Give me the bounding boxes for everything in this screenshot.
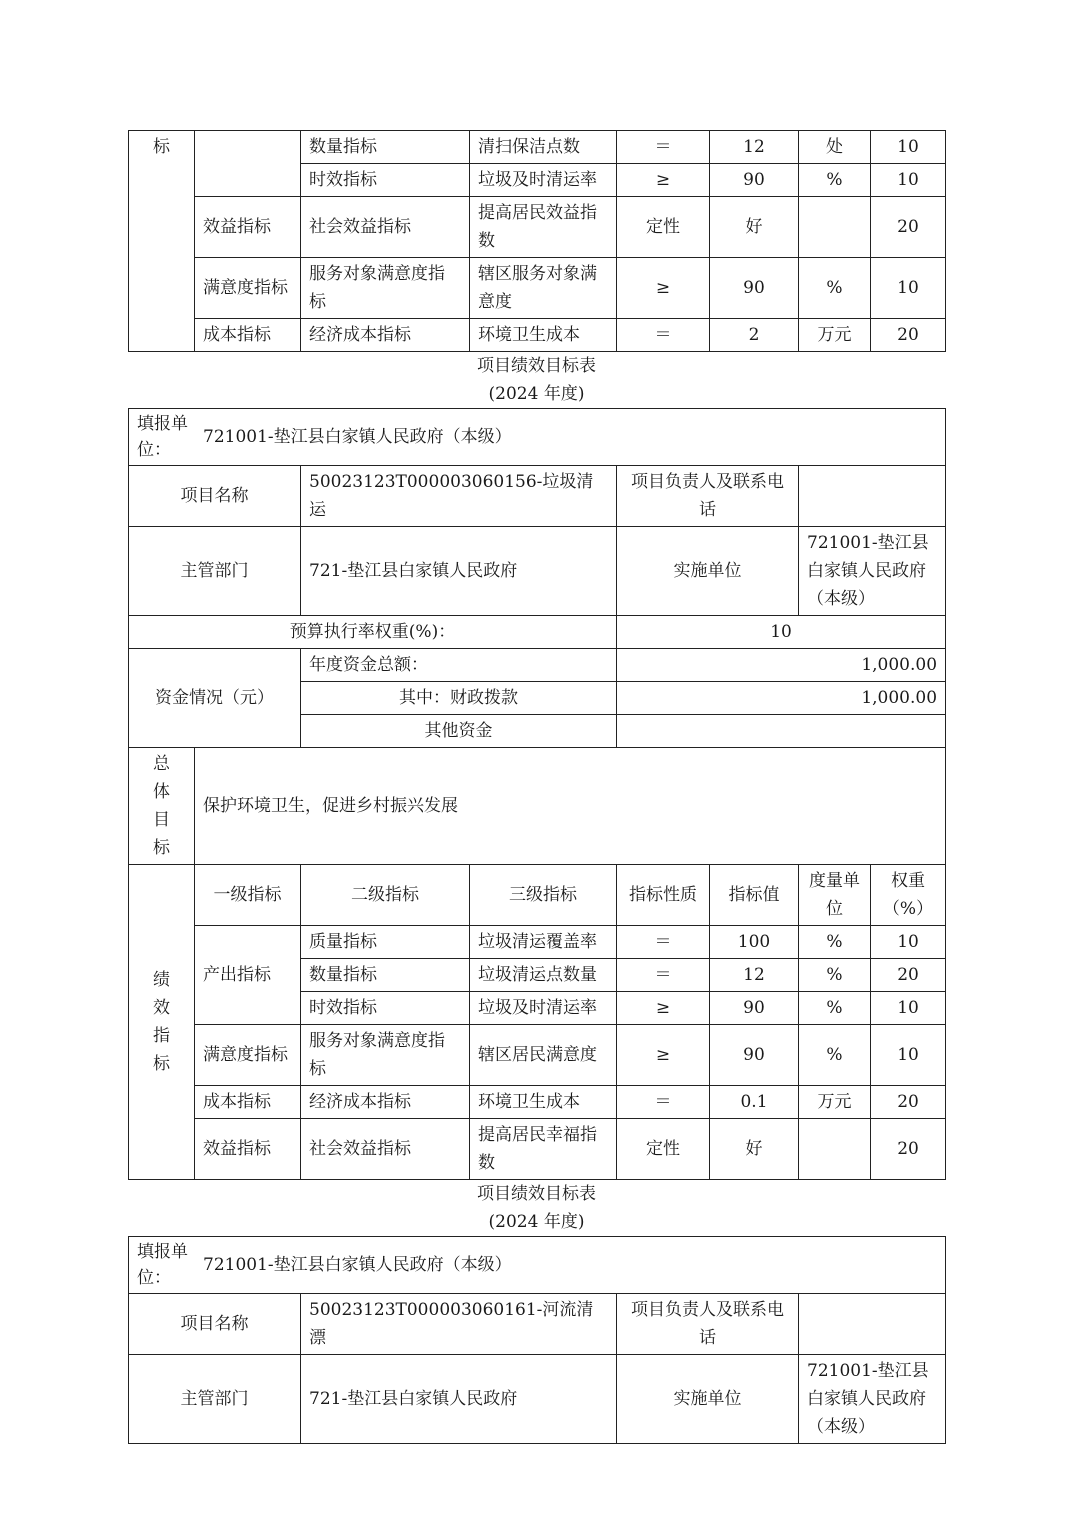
unit-cell: 万元 bbox=[799, 1086, 871, 1119]
table-year: (2024 年度) bbox=[488, 1212, 585, 1232]
nature-cell: ≥ bbox=[617, 992, 710, 1025]
first-level-cell: 成本指标 bbox=[195, 319, 301, 352]
project-name-value: 50023123T000003060156-垃圾清运 bbox=[301, 466, 617, 527]
project-performance-table-garbage bbox=[128, 408, 946, 1180]
nature-cell: ≥ bbox=[617, 1025, 710, 1086]
table-year: (2024 年度) bbox=[488, 384, 585, 404]
unit-cell: % bbox=[799, 258, 871, 319]
third-level-cell: 垃圾及时清运率 bbox=[470, 992, 617, 1025]
unit-cell: % bbox=[799, 992, 871, 1025]
reporting-unit-value: 721001-垫江县白家镇人民政府（本级） bbox=[203, 1255, 512, 1275]
third-level-cell: 辖区居民满意度 bbox=[470, 1025, 617, 1086]
second-level-cell: 经济成本指标 bbox=[301, 319, 470, 352]
header-second-level: 二级指标 bbox=[301, 865, 470, 926]
overall-goal-label: 总 体 目 标 bbox=[129, 748, 195, 865]
weight-cell: 20 bbox=[871, 319, 946, 352]
header-unit: 度量单位 bbox=[799, 865, 871, 926]
unit-cell bbox=[799, 1119, 871, 1180]
second-level-cell: 数量指标 bbox=[301, 131, 470, 164]
reporting-unit-row bbox=[129, 1237, 946, 1294]
value-cell: 90 bbox=[710, 992, 799, 1025]
dept-value: 721-垫江县白家镇人民政府 bbox=[301, 527, 617, 616]
nature-cell: ＝ bbox=[617, 131, 710, 164]
nature-cell: ≥ bbox=[617, 258, 710, 319]
weight-cell: 20 bbox=[871, 197, 946, 258]
value-cell: 90 bbox=[710, 1025, 799, 1086]
fund-other-value bbox=[617, 715, 946, 748]
first-level-cell: 满意度指标 bbox=[195, 1025, 301, 1086]
third-level-cell: 辖区服务对象满意度 bbox=[470, 258, 617, 319]
second-level-cell: 时效指标 bbox=[301, 992, 470, 1025]
second-level-cell: 质量指标 bbox=[301, 926, 470, 959]
nature-cell: ≥ bbox=[617, 164, 710, 197]
fund-fiscal-label: 其中：财政拨款 bbox=[301, 682, 617, 715]
table-title: 项目绩效目标表 bbox=[477, 1184, 596, 1204]
unit-cell bbox=[799, 197, 871, 258]
value-cell: 90 bbox=[710, 164, 799, 197]
third-level-cell: 垃圾清运点数量 bbox=[470, 959, 617, 992]
nature-cell: ＝ bbox=[617, 926, 710, 959]
output-indicator-label: 产出指标 bbox=[195, 926, 301, 1025]
first-level-cell bbox=[195, 131, 301, 197]
third-level-cell: 提高居民效益指数 bbox=[470, 197, 617, 258]
value-cell: 90 bbox=[710, 258, 799, 319]
first-level-cell: 效益指标 bbox=[195, 1119, 301, 1180]
fund-label: 资金情况（元） bbox=[129, 649, 301, 748]
third-level-cell: 环境卫生成本 bbox=[470, 319, 617, 352]
value-cell: 2 bbox=[710, 319, 799, 352]
fund-total-value: 1,000.00 bbox=[617, 649, 946, 682]
third-level-cell: 垃圾及时清运率 bbox=[470, 164, 617, 197]
impl-unit-label: 实施单位 bbox=[617, 1355, 799, 1444]
reporting-unit-label: 填报单位： bbox=[137, 414, 188, 460]
impl-unit-value: 721001-垫江县白家镇人民政府（本级） bbox=[799, 1355, 946, 1444]
nature-cell: ＝ bbox=[617, 959, 710, 992]
weight-cell: 10 bbox=[871, 258, 946, 319]
unit-cell: % bbox=[799, 926, 871, 959]
unit-cell: % bbox=[799, 959, 871, 992]
nature-cell: ＝ bbox=[617, 1086, 710, 1119]
fund-total-label: 年度资金总额： bbox=[301, 649, 617, 682]
weight-cell: 20 bbox=[871, 1086, 946, 1119]
value-cell: 0.1 bbox=[710, 1086, 799, 1119]
weight-cell: 10 bbox=[871, 131, 946, 164]
weight-cell: 10 bbox=[871, 926, 946, 959]
project-name-label: 项目名称 bbox=[129, 1294, 301, 1355]
header-first-level: 一级指标 bbox=[195, 865, 301, 926]
header-value: 指标值 bbox=[710, 865, 799, 926]
impl-unit-value: 721001-垫江县白家镇人民政府（本级） bbox=[799, 527, 946, 616]
nature-cell: 定性 bbox=[617, 197, 710, 258]
project-name-label: 项目名称 bbox=[129, 466, 301, 527]
value-cell: 100 bbox=[710, 926, 799, 959]
value-cell: 12 bbox=[710, 959, 799, 992]
perf-label-tail: 标 bbox=[129, 131, 195, 352]
second-level-cell: 时效指标 bbox=[301, 164, 470, 197]
weight-cell: 20 bbox=[871, 1119, 946, 1180]
reporting-unit-label: 填报单位： bbox=[137, 1242, 188, 1288]
value-cell: 12 bbox=[710, 131, 799, 164]
weight-cell: 10 bbox=[871, 992, 946, 1025]
budget-rate-value: 10 bbox=[617, 616, 946, 649]
first-level-cell: 效益指标 bbox=[195, 197, 301, 258]
dept-label: 主管部门 bbox=[129, 527, 301, 616]
dept-value: 721-垫江县白家镇人民政府 bbox=[301, 1355, 617, 1444]
third-level-cell: 垃圾清运覆盖率 bbox=[470, 926, 617, 959]
unit-cell: % bbox=[799, 164, 871, 197]
second-level-cell: 经济成本指标 bbox=[301, 1086, 470, 1119]
second-level-cell: 社会效益指标 bbox=[301, 1119, 470, 1180]
second-level-cell: 服务对象满意度指标 bbox=[301, 1025, 470, 1086]
weight-cell: 10 bbox=[871, 164, 946, 197]
weight-cell: 20 bbox=[871, 959, 946, 992]
contact-value bbox=[799, 466, 946, 527]
contact-value bbox=[799, 1294, 946, 1355]
budget-rate-label: 预算执行率权重(%)： bbox=[129, 616, 617, 649]
value-cell: 好 bbox=[710, 1119, 799, 1180]
fund-fiscal-value: 1,000.00 bbox=[617, 682, 946, 715]
continued-performance-table bbox=[128, 130, 946, 352]
first-level-cell: 成本指标 bbox=[195, 1086, 301, 1119]
contact-label: 项目负责人及联系电话 bbox=[617, 466, 799, 527]
nature-cell: ＝ bbox=[617, 319, 710, 352]
reporting-unit-value: 721001-垫江县白家镇人民政府（本级） bbox=[203, 427, 512, 447]
weight-cell: 10 bbox=[871, 1025, 946, 1086]
contact-label: 项目负责人及联系电话 bbox=[617, 1294, 799, 1355]
third-level-cell: 清扫保洁点数 bbox=[470, 131, 617, 164]
overall-goal-text: 保护环境卫生，促进乡村振兴发展 bbox=[195, 748, 946, 865]
first-level-cell: 满意度指标 bbox=[195, 258, 301, 319]
value-cell: 好 bbox=[710, 197, 799, 258]
header-nature: 指标性质 bbox=[617, 865, 710, 926]
reporting-unit-row bbox=[129, 409, 946, 466]
header-weight: 权重（%） bbox=[871, 865, 946, 926]
second-level-cell: 服务对象满意度指标 bbox=[301, 258, 470, 319]
dept-label: 主管部门 bbox=[129, 1355, 301, 1444]
third-level-cell: 环境卫生成本 bbox=[470, 1086, 617, 1119]
second-level-cell: 数量指标 bbox=[301, 959, 470, 992]
nature-cell: 定性 bbox=[617, 1119, 710, 1180]
unit-cell: 万元 bbox=[799, 319, 871, 352]
unit-cell: 处 bbox=[799, 131, 871, 164]
fund-other-label: 其他资金 bbox=[301, 715, 617, 748]
header-third-level: 三级指标 bbox=[470, 865, 617, 926]
unit-cell: % bbox=[799, 1025, 871, 1086]
perf-indicator-label: 绩 效 指 标 bbox=[129, 865, 195, 1180]
impl-unit-label: 实施单位 bbox=[617, 527, 799, 616]
project-performance-table-river bbox=[128, 1236, 946, 1444]
table-title: 项目绩效目标表 bbox=[477, 356, 596, 376]
document-page bbox=[128, 130, 945, 1444]
second-level-cell: 社会效益指标 bbox=[301, 197, 470, 258]
third-level-cell: 提高居民幸福指数 bbox=[470, 1119, 617, 1180]
project-name-value: 50023123T000003060161-河流清漂 bbox=[301, 1294, 617, 1355]
